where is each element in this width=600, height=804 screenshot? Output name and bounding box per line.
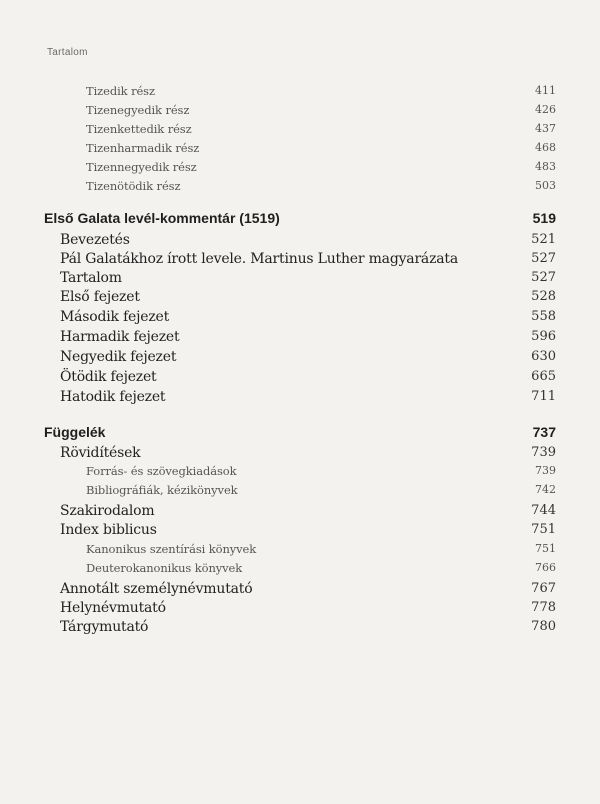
toc-entry-title: Első Galata levél-kommentár (1519) <box>44 210 280 226</box>
toc-entry <box>0 103 600 123</box>
toc-entry <box>0 424 600 444</box>
toc-entry-title: Első fejezet <box>60 289 140 305</box>
toc-entry-page: 751 <box>531 522 556 537</box>
toc-entry-page: 780 <box>531 619 556 634</box>
toc-entry-page: 527 <box>531 251 556 266</box>
toc-entry <box>0 542 600 562</box>
toc-entry-page: 767 <box>531 581 556 596</box>
toc-entry-title: Tartalom <box>60 270 122 286</box>
toc-entry <box>0 600 600 620</box>
toc-entry-page: 411 <box>535 84 556 97</box>
toc-entry-page: 711 <box>531 389 556 404</box>
toc-entry <box>0 389 600 409</box>
toc-entry <box>0 464 600 484</box>
toc-entry <box>0 369 600 389</box>
toc-entry-title: Bevezetés <box>60 232 130 248</box>
toc-entry-title: Forrás- és szövegkiadások <box>86 464 237 478</box>
toc-entry <box>0 122 600 142</box>
toc-entry-title: Pál Galatákhoz írott levele. Martinus Luther magyarázata <box>60 251 458 267</box>
toc-entry <box>0 84 600 104</box>
toc-entry-title: Szakirodalom <box>60 503 155 519</box>
toc-entry-title: Függelék <box>44 424 106 440</box>
toc-entry-page: 766 <box>535 561 556 574</box>
toc-entry-page: 744 <box>531 503 556 518</box>
toc-entry-title: Hatodik fejezet <box>60 389 166 405</box>
toc-entry-title: Harmadik fejezet <box>60 329 180 345</box>
toc-entry-page: 751 <box>535 542 556 555</box>
toc-entry-page: 521 <box>531 232 556 247</box>
toc-entry-title: Tizedik rész <box>86 84 155 98</box>
toc-entry-page: 483 <box>535 160 556 173</box>
toc-entry-title: Ötödik fejezet <box>60 369 157 385</box>
toc-entry <box>0 329 600 349</box>
toc-entry-title: Negyedik fejezet <box>60 349 177 365</box>
running-head: Tartalom <box>47 47 88 58</box>
toc-entry <box>0 309 600 329</box>
toc-entry-page: 739 <box>535 464 556 477</box>
toc-entry-page: 665 <box>531 369 556 384</box>
toc-entry-title: Deuterokanonikus könyvek <box>86 561 243 575</box>
toc-entry-page: 742 <box>535 483 556 496</box>
toc-entry-title: Kanonikus szentírási könyvek <box>86 542 257 556</box>
toc-entry <box>0 619 600 639</box>
toc-entry-page: 519 <box>532 210 556 226</box>
toc-entry-page: 558 <box>531 309 556 324</box>
toc-entry-title: Bibliográfiák, kézikönyvek <box>86 483 238 497</box>
toc-entry <box>0 445 600 465</box>
toc-entry <box>0 210 600 230</box>
toc-entry-page: 468 <box>535 141 556 154</box>
toc-entry-page: 426 <box>535 103 556 116</box>
toc-entry <box>0 522 600 542</box>
toc-entry-title: Második fejezet <box>60 309 170 325</box>
toc-entry-page: 596 <box>531 329 556 344</box>
toc-entry <box>0 483 600 503</box>
toc-entry-page: 739 <box>531 445 556 460</box>
toc-entry <box>0 349 600 369</box>
toc-entry <box>0 270 600 290</box>
toc-entry <box>0 232 600 252</box>
toc-entry-page: 527 <box>531 270 556 285</box>
toc-entry-page: 528 <box>531 289 556 304</box>
toc-entry-page: 630 <box>531 349 556 364</box>
toc-entry <box>0 503 600 523</box>
toc-entry-title: Helynévmutató <box>60 600 166 616</box>
toc-entry-title: Rövidítések <box>60 445 141 461</box>
toc-entry <box>0 251 600 271</box>
toc-entry <box>0 289 600 309</box>
toc-entry-title: Tárgymutató <box>60 619 149 635</box>
toc-entry-title: Tizenkettedik rész <box>86 122 192 136</box>
toc-entry-page: 778 <box>531 600 556 615</box>
toc-entry-title: Tizenharmadik rész <box>86 141 200 155</box>
toc-entry-page: 437 <box>535 122 556 135</box>
toc-entry-title: Annotált személynévmutató <box>60 581 253 597</box>
toc-entry-title: Index biblicus <box>60 522 157 538</box>
toc-entry-title: Tizennegyedik rész <box>86 160 197 174</box>
toc-entry-title: Tizenegyedik rész <box>86 103 190 117</box>
toc-entry <box>0 160 600 180</box>
toc-entry-title: Tizenötödik rész <box>86 179 181 193</box>
toc-entry <box>0 561 600 581</box>
toc-entry <box>0 581 600 601</box>
toc-entry <box>0 179 600 199</box>
toc-entry-page: 737 <box>532 424 556 440</box>
toc-entry <box>0 141 600 161</box>
toc-entry-page: 503 <box>535 179 556 192</box>
